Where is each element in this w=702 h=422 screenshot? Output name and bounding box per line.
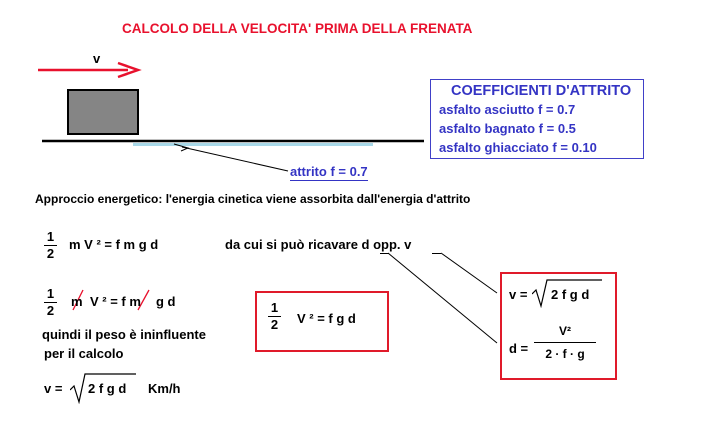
note-line-1: quindi il peso è ininfluente [42, 327, 206, 342]
friction-label-text: attrito f = 0.7 [290, 164, 368, 179]
coefficient-wet: asfalto bagnato f = 0.5 [439, 121, 576, 136]
sliding-block [68, 90, 138, 134]
underline-d [380, 253, 389, 254]
eq2-denominator: 2 [46, 303, 55, 318]
eq2-numerator: 1 [46, 286, 55, 301]
friction-leader-line [182, 147, 288, 171]
friction-surface [133, 143, 373, 146]
eq1-body: m V ² = f m g d [69, 237, 159, 252]
eq1-denominator: 2 [46, 246, 55, 261]
result-v-lhs: v = [509, 287, 528, 302]
boxed-fraction [268, 301, 281, 332]
energy-approach-text: Approccio energetico: l'energia cinetica viene assorbita dall'energia d'attrito [35, 192, 471, 206]
leader-d [388, 253, 497, 343]
friction-coefficients-box [430, 79, 644, 159]
boxed-denominator: 2 [270, 317, 279, 332]
eq2-end: g d [156, 294, 176, 309]
eq2-mass: m [71, 294, 83, 309]
eq3-radicand: 2 f g d [88, 381, 127, 396]
result-v-radicand: 2 f g d [551, 287, 590, 302]
result-d-lhs: d = [509, 341, 529, 356]
result-d-numerator: V² [559, 324, 571, 338]
eq3-lhs: v = [44, 381, 63, 396]
velocity-label: v [93, 51, 101, 66]
velocity-arrow [38, 63, 138, 77]
eq2-body: V ² = f m [90, 294, 141, 309]
underline-v [432, 253, 441, 254]
friction-label [290, 164, 368, 179]
boxed-numerator: 1 [270, 300, 279, 315]
eq1-numerator: 1 [46, 229, 55, 244]
note-line-2: per il calcolo [44, 346, 124, 361]
boxed-equation [255, 291, 389, 352]
boxed-body: V ² = f g d [297, 311, 356, 326]
eq3-unit: Km/h [148, 381, 181, 396]
derive-text: da cui si può ricavare d opp. v [225, 237, 412, 252]
eq2-fraction [44, 287, 57, 318]
result-d-denominator: 2 · f · g [545, 347, 585, 361]
eq1-fraction [44, 230, 57, 261]
results-box [500, 272, 617, 380]
coefficient-icy: asfalto ghiacciato f = 0.10 [439, 140, 597, 155]
coefficient-dry: asfalto asciutto f = 0.7 [439, 102, 576, 117]
coefficients-heading: COEFFICIENTI D'ATTRITO [451, 83, 632, 99]
result-d-fraction [534, 324, 596, 361]
leader-v [441, 253, 497, 293]
diagram-title: CALCOLO DELLA VELOCITA' PRIMA DELLA FRENATA [122, 21, 473, 36]
